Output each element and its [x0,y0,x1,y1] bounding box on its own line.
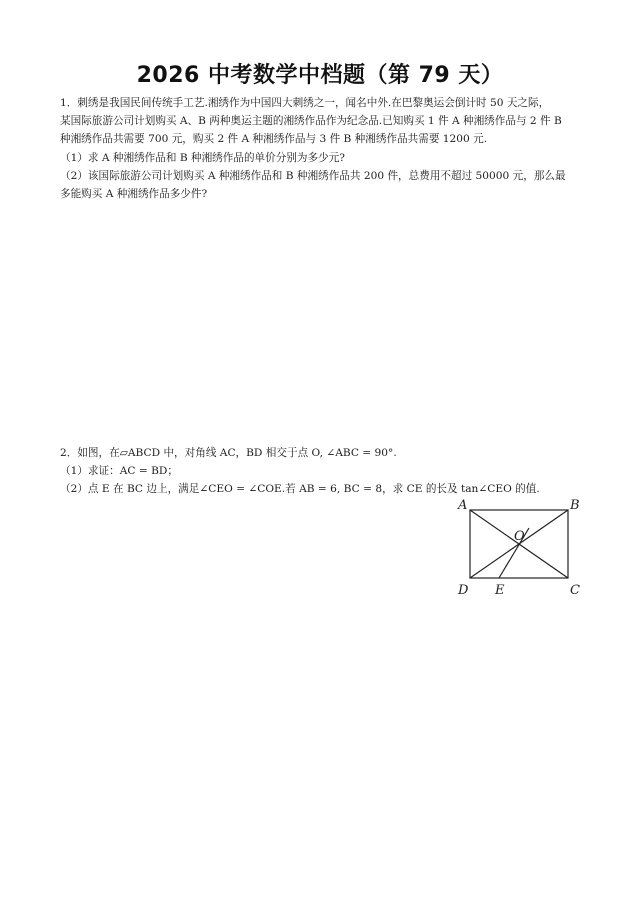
problem-1-part-2: （2）该国际旅游公司计划购买 A 种湘绣作品和 B 种湘绣作品共 200 件，总费用不超过 50000 元，那么最 [60,169,566,182]
page-title: 2026 中考数学中档题（第 79 天） [136,63,504,88]
problem-2-part-2: （2）点 E 在 BC 边上，满足∠CEO = ∠COE.若 AB = 6, BC = 8，求 CE 的长及 tan∠CEO 的值. [60,483,540,496]
label-d: D [458,583,469,598]
label-o: O [514,529,525,544]
problem-1-part-1: （1）求 A 种湘绣作品和 B 种湘绣作品的单价分别为多少元? [60,151,345,164]
problem-2 [60,444,580,499]
problem-1-line-2: 某国际旅游公司计划购买 A、B 两种奥运主题的湘绣作品作为纪念品.已知购买 1 件 A 种湘绣作品与 2 件 B [60,115,562,128]
label-b: B [570,498,580,513]
problem-1 [60,94,580,203]
label-e: E [495,583,505,598]
problem-1-part-2-cont: 多能购买 A 种湘绣作品多少件? [60,188,208,201]
label-c: C [570,583,580,598]
problem-2-part-1: （1）求证：AC = BD； [60,465,178,478]
label-a: A [458,498,468,513]
problem-2-line-1: 2．如图，在▱ABCD 中，对角线 AC，BD 相交于点 O, ∠ABC = 90°. [60,447,397,459]
rectangle-diagram [454,496,584,600]
problem-1-line-3: 种湘绣作品共需要 700 元，购买 2 件 A 种湘绣作品与 3 件 B 种湘绣作品共需要 1200 元. [60,133,488,146]
problem-1-line-1: 1．刺绣是我国民间传统手工艺.湘绣作为中国四大刺绣之一，闻名中外.在巴黎奥运会倒计时 50 天之际， [60,97,550,109]
geometry-figure [454,496,584,600]
